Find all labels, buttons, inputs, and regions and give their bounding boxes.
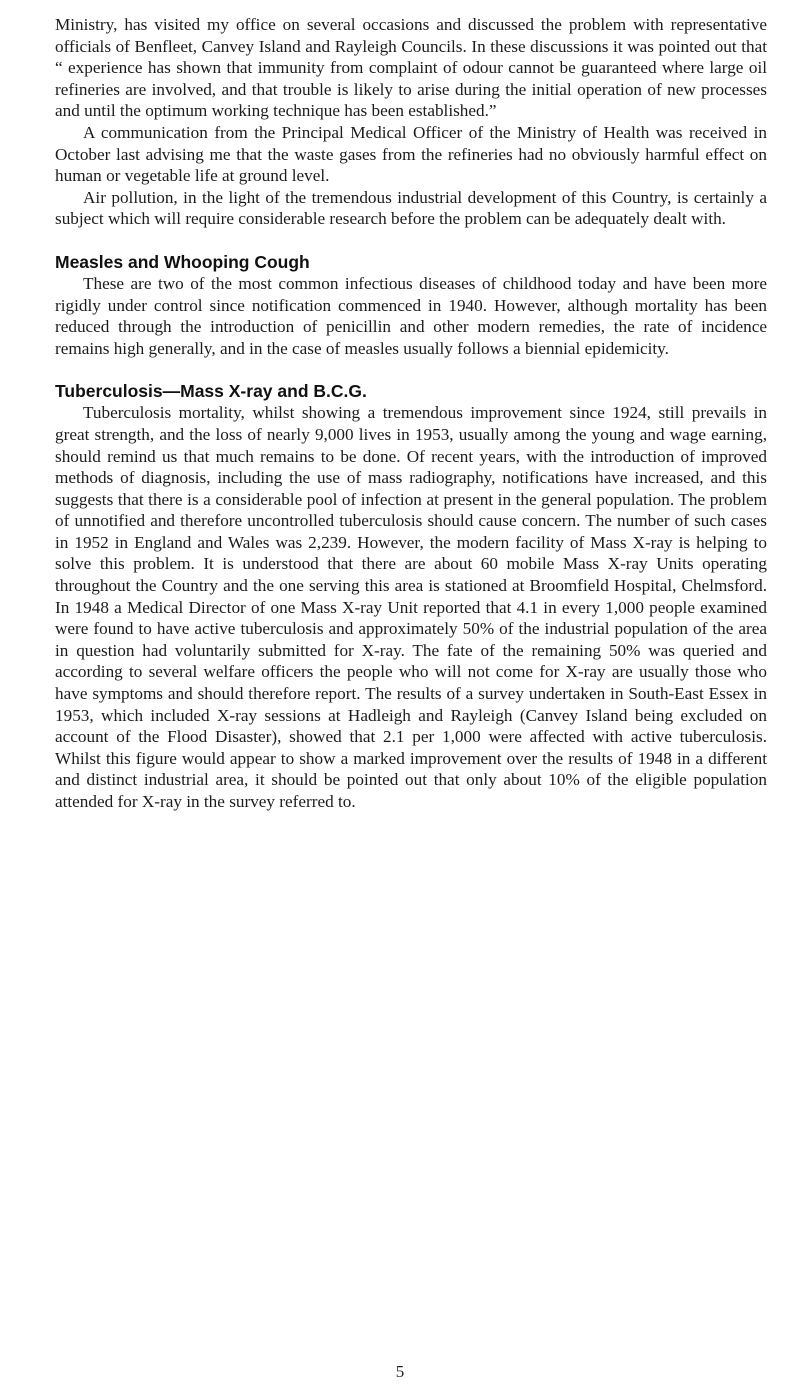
- section-spacer: [55, 359, 767, 380]
- paragraph-tuberculosis: Tuberculosis mortality, whilst showing a tremendous improvement since 1924, still prevails in great strength, and the loss of nearly 9,000 lives in 1953, usually among the young and wage earning, should remind us that much remains to be done. Of recent years, with the introduction of improved methods of diagnosis, including the use of mass radiography, notifications have increased, and this suggests that there is a considerable pool of infection at present in the general population. The problem of unnotified and therefore uncontrolled tuberculosis should cause concern. The number of such cases in 1952 in England and Wales was 2,239. However, the modern facility of Mass X-ray is helping to solve this problem. It is understood that there are about 60 mobile Mass X-ray Units operating throughout the Country and the one serving this area is stationed at Broomfield Hospital, Chelmsford. In 1948 a Medical Director of one Mass X-ray Unit reported that 4.1 in every 1,000 people examined were found to have active tuberculosis and approximately 50% of the industrial population of the area in question had voluntarily submitted for X-ray. The fate of the remaining 50% was queried and according to several welfare officers the people who will not come for X-ray are usually those who have symptoms and should therefore report. The results of a survey undertaken in South-East Essex in 1953, which included X-ray sessions at Hadleigh and Rayleigh (Canvey Island being excluded on account of the Flood Disaster), showed that 2.1 per 1,000 were affected with active tuberculosis. Whilst this figure would appear to show a marked improvement over the results of 1948 in a different and distinct industrial area, it should be pointed out that only about 10% of the eligible population attended for X-ray in the survey referred to.: [55, 403, 767, 811]
- paragraph-odour-complaints: Ministry, has visited my office on several occasions and discussed the problem with representative officials of Benfleet, Canvey Island and Rayleigh Councils. In these discussions it was pointed out that “ experience has shown that immunity from complaint of odour cannot be guaranteed where large oil refineries are involved, and that trouble is likely to arise during the initial operation of new processes and until the optimum working technique has been established.”: [55, 15, 767, 121]
- document-page: [55, 14, 767, 813]
- paragraph-ministry-communication: A communication from the Principal Medical Officer of the Ministry of Health was received in October last advising me that the waste gases from the refineries had no obviously harmful effect on human or vegetable life at ground level.: [55, 122, 767, 186]
- heading-measles-whooping-cough: Measles and Whooping Cough: [55, 251, 310, 272]
- heading-tuberculosis: Tuberculosis—Mass X-ray and B.C.G.: [55, 381, 367, 402]
- section-spacer: [55, 230, 767, 251]
- paragraph-air-pollution: Air pollution, in the light of the tremendous industrial development of this Country, is certainly a subject which will require considerable research before the problem can be adequately dealt with.: [55, 187, 767, 229]
- paragraph-measles-whooping-cough: These are two of the most common infectious diseases of childhood today and have been more rigidly under control since notification commenced in 1940. However, although mortality has been reduced through the introduction of penicillin and other modern remedies, the rate of incidence remains high generally, and in the case of measles usually follows a biennial epidemicity.: [55, 273, 767, 358]
- page-number: 5: [395, 1362, 405, 1381]
